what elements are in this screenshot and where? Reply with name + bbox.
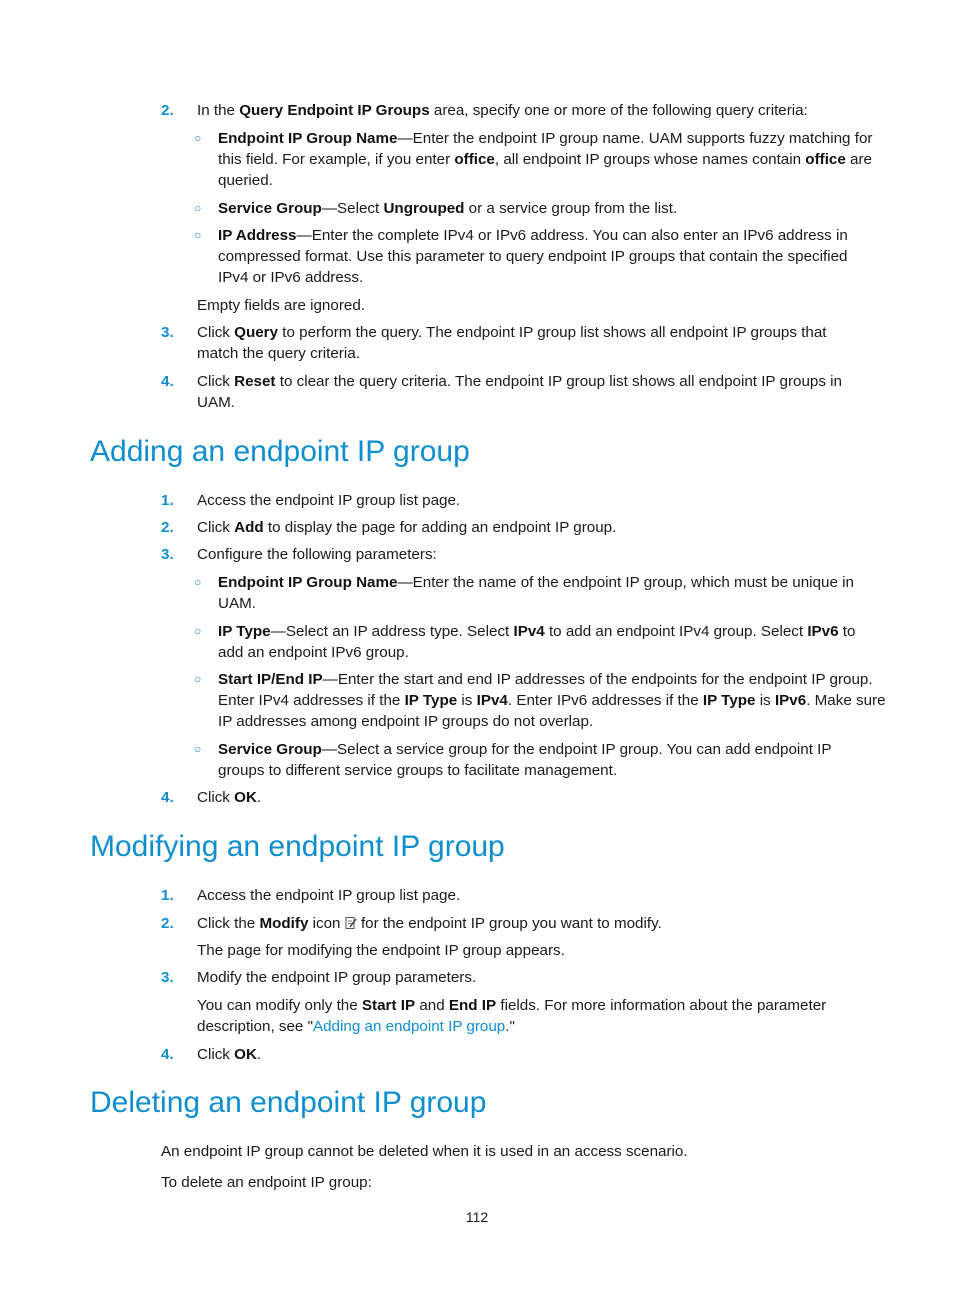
step-number: 1. [161,887,174,904]
bullet-text: IPv4 or IPv6 address. [218,269,364,286]
step-text: Click Query to perform the query. The endpoint IP group list shows all endpoint IP groups that [197,324,827,341]
step-text: Click OK. [197,789,262,806]
cross-reference-link[interactable]: Adding an endpoint IP group [312,1018,506,1035]
step-number: 2. [161,102,174,119]
step-text: Modify the endpoint IP group parameters. [197,969,477,986]
circle-bullet-icon: ○ [194,672,202,686]
step-text: Access the endpoint IP group list page. [197,492,461,509]
bullet-text: queried. [218,172,273,189]
step-text: Configure the following parameters: [197,546,437,563]
step-number: 1. [161,492,174,509]
bullet-text: compressed format. Use this parameter to query endpoint IP groups that contain the specified [218,248,848,265]
circle-bullet-icon: ○ [194,624,202,638]
bullet-text: UAM. [218,595,256,612]
step-text: In the Query Endpoint IP Groups area, specify one or more of the following query criteria: [197,102,808,119]
section-heading-deleting: Deleting an endpoint IP group [90,1086,487,1119]
modify-icon [345,915,357,929]
section-heading-adding: Adding an endpoint IP group [90,435,470,468]
note-text: You can modify only the Start IP and End IP fields. For more information about the parameter [197,997,827,1014]
step-text: match the query criteria. [197,345,360,362]
step-text: UAM. [197,394,235,411]
step-text: Click Add to display the page for adding an endpoint IP group. [197,519,617,536]
bullet-text: Start IP/End IP—Enter the start and end IP addresses of the endpoints for the endpoint IP group. [218,671,873,688]
bullet-text: Enter IPv4 addresses if the IP Type is IPv4. Enter IPv6 addresses if the IP Type is IPv6. Make sure [218,692,886,709]
bullet-text: IP addresses among endpoint IP groups do not overlap. [218,713,594,730]
step-text: Click OK. [197,1046,262,1063]
page-number: 112 [465,1209,489,1225]
step-number: 2. [161,915,174,932]
step-number: 3. [161,324,174,341]
step-number: 3. [161,546,174,563]
circle-bullet-icon: ○ [194,201,202,215]
step-text: Click the Modify icon for the endpoint IP group you want to modify. [197,915,662,932]
note-text: description, see "Adding an endpoint IP group." [197,1018,515,1035]
paragraph: To delete an endpoint IP group: [161,1174,372,1191]
bullet-text: IP Address—Enter the complete IPv4 or IPv6 address. You can also enter an IPv6 address in [218,227,848,244]
circle-bullet-icon: ○ [194,575,202,589]
step-number: 4. [161,1046,174,1063]
step-text: Access the endpoint IP group list page. [197,887,461,904]
bullet-text: groups to different service groups to facilitate management. [218,762,618,779]
step-number: 3. [161,969,174,986]
bullet-text: this field. For example, if you enter office, all endpoint IP groups whose names contain office are [218,151,872,168]
circle-bullet-icon: ○ [194,228,202,242]
paragraph: An endpoint IP group cannot be deleted when it is used in an access scenario. [161,1143,688,1160]
bullet-text: Endpoint IP Group Name—Enter the name of the endpoint IP group, which must be unique in [218,574,854,591]
step-text: Click Reset to clear the query criteria. The endpoint IP group list shows all endpoint IP groups in [197,373,842,390]
note-text: The page for modifying the endpoint IP group appears. [197,942,565,959]
bullet-text: add an endpoint IPv6 group. [218,644,409,661]
note-text: Empty fields are ignored. [197,297,365,314]
step-number: 4. [161,373,174,390]
circle-bullet-icon: ○ [194,742,202,756]
step-number: 2. [161,519,174,536]
circle-bullet-icon: ○ [194,131,202,145]
bullet-text: Service Group—Select Ungrouped or a service group from the list. [218,200,678,217]
bullet-text: Service Group—Select a service group for the endpoint IP group. You can add endpoint IP [218,741,832,758]
section-heading-modifying: Modifying an endpoint IP group [90,830,505,863]
step-number: 4. [161,789,174,806]
bullet-text: Endpoint IP Group Name—Enter the endpoint IP group name. UAM supports fuzzy matching for [218,130,873,147]
bullet-text: IP Type—Select an IP address type. Select IPv4 to add an endpoint IPv4 group. Select IPv6 to [218,623,856,640]
